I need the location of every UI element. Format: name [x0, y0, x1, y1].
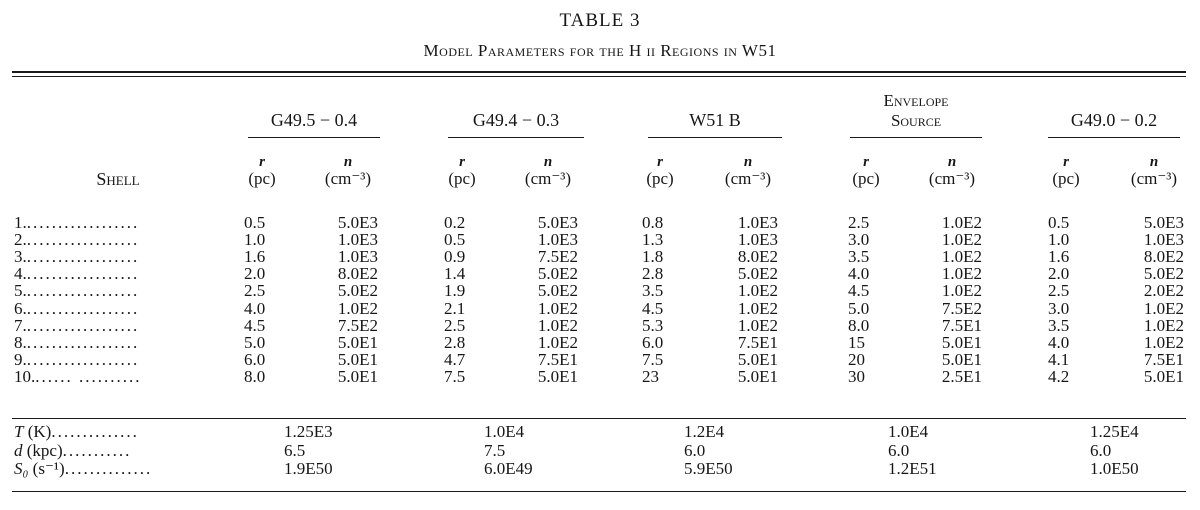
radius-cell: 1.4	[444, 264, 466, 284]
density-cell: 7.5E1	[941, 315, 982, 335]
n-symbol-text: n	[543, 154, 553, 170]
density-cell: 5.0E3	[537, 213, 578, 232]
density-cell: 1.0E2	[737, 281, 778, 301]
radius-cell: 0.5	[1048, 213, 1070, 232]
leader-dots: ..................	[26, 264, 140, 284]
group-underline	[648, 137, 782, 138]
n-symbol-text: n	[343, 154, 353, 170]
group-underline	[850, 137, 982, 138]
density-cell: 1.0E3	[1143, 230, 1184, 250]
radius-cell: 4.0	[244, 298, 266, 318]
row-number: 5.	[14, 281, 27, 301]
param-value: 6.0	[888, 440, 910, 460]
density-cell: 1.0E2	[941, 281, 982, 301]
leader-dots: ..................	[26, 230, 140, 250]
density-cell: 1.0E2	[537, 315, 578, 335]
radius-cell: 15	[848, 332, 865, 352]
r-symbol-text: r	[657, 154, 663, 170]
density-cell: 5.0E1	[1143, 366, 1184, 386]
density-cell: 1.0E2	[941, 264, 982, 284]
param-label	[14, 459, 153, 479]
radius-cell: 2.5	[848, 213, 870, 232]
group-label-line2: Source	[890, 111, 942, 130]
param-value: 6.0	[684, 440, 706, 460]
radius-cell: 1.6	[1048, 247, 1070, 267]
density-cell: 1.0E3	[737, 213, 778, 232]
density-cell: 2.0E2	[1143, 281, 1184, 301]
leader-dots: ...... ..........	[35, 366, 142, 386]
table-number: TABLE 3	[559, 10, 641, 31]
leader-dots: ...........	[62, 440, 132, 460]
radius-cell: 8.0	[244, 366, 266, 386]
density-cell: 1.0E2	[737, 298, 778, 318]
radius-cell: 4.5	[642, 298, 664, 318]
radius-cell: 2.0	[1048, 264, 1070, 284]
leader-dots: ..................	[26, 349, 140, 369]
n-unit: (cm⁻³)	[1130, 169, 1178, 188]
density-cell: 1.0E2	[537, 332, 578, 352]
param-value: 6.5	[284, 440, 306, 460]
param-value: 1.0E50	[1090, 459, 1139, 479]
row-label	[14, 349, 140, 369]
n-unit: (cm⁻³)	[324, 169, 372, 188]
radius-cell: 2.5	[444, 315, 466, 335]
row-number: 6.	[14, 298, 27, 318]
radius-cell: 4.1	[1048, 349, 1070, 369]
row-number: 7.	[14, 315, 27, 335]
radius-cell: 3.5	[848, 247, 870, 267]
leader-dots: ..................	[26, 247, 140, 267]
radius-cell: 5.0	[244, 332, 266, 352]
param-unit: (K)	[23, 422, 52, 441]
param-value: 7.5	[484, 440, 506, 460]
param-value: 1.0E4	[484, 422, 525, 441]
radius-cell: 3.5	[1048, 315, 1070, 335]
row-number: 3.	[14, 247, 27, 267]
radius-cell: 2.8	[642, 264, 664, 284]
density-cell: 7.5E1	[737, 332, 778, 352]
row-label	[14, 366, 142, 386]
radius-cell: 2.8	[444, 332, 466, 352]
radius-cell: 2.0	[244, 264, 266, 284]
radius-cell: 0.5	[444, 230, 466, 250]
row-number: 8.	[14, 332, 27, 352]
density-cell: 5.0E1	[337, 349, 378, 369]
row-number: 1.	[14, 213, 27, 232]
n-unit: (cm⁻³)	[724, 169, 772, 188]
param-value: 1.25E4	[1090, 422, 1139, 441]
radius-cell: 1.0	[1048, 230, 1070, 250]
radius-cell: 7.5	[444, 366, 466, 386]
n-unit: (cm⁻³)	[928, 169, 976, 188]
param-unit: (kpc)	[22, 440, 63, 460]
density-cell: 7.5E2	[537, 247, 578, 267]
density-cell: 1.0E2	[941, 247, 982, 267]
radius-cell: 3.5	[642, 281, 664, 301]
density-cell: 7.5E2	[941, 298, 982, 318]
radius-cell: 1.0	[244, 230, 266, 250]
density-cell: 5.0E1	[941, 349, 982, 369]
radius-cell: 0.5	[244, 213, 266, 232]
row-label	[14, 230, 140, 250]
radius-cell: 2.1	[444, 298, 466, 318]
param-value: 1.2E51	[888, 459, 937, 479]
top-rule-thin	[12, 76, 1186, 77]
param-value: 6.0	[1090, 440, 1112, 460]
density-cell: 7.5E2	[337, 315, 378, 335]
density-cell: 1.0E2	[941, 213, 982, 232]
r-unit: (pc)	[1052, 169, 1080, 188]
radius-cell: 8.0	[848, 315, 870, 335]
radius-cell: 3.0	[848, 230, 870, 250]
group-label: G49.4 − 0.3	[472, 110, 560, 130]
param-symbol: d	[14, 440, 23, 460]
mid-rule	[12, 418, 1186, 419]
density-cell: 5.0E2	[737, 264, 778, 284]
density-cell: 1.0E3	[337, 230, 378, 250]
density-cell: 1.0E2	[1143, 332, 1184, 352]
density-cell: 1.0E3	[537, 230, 578, 250]
radius-cell: 1.3	[642, 230, 664, 250]
leader-dots: ..................	[26, 298, 140, 318]
radius-cell: 0.2	[444, 213, 466, 232]
radius-cell: 6.0	[244, 349, 266, 369]
radius-cell: 4.2	[1048, 366, 1070, 386]
group-underline	[448, 137, 584, 138]
density-cell: 1.0E2	[737, 315, 778, 335]
density-cell: 5.0E1	[337, 332, 378, 352]
shell-header: Shell	[96, 169, 140, 189]
param-value: 5.9E50	[684, 459, 733, 479]
row-label	[14, 315, 140, 335]
r-symbol-text: r	[863, 154, 869, 170]
param-symbol: T	[14, 422, 24, 441]
group-underline	[1048, 137, 1180, 138]
density-cell: 5.0E1	[737, 366, 778, 386]
leader-dots: ..................	[26, 332, 140, 352]
n-unit: (cm⁻³)	[524, 169, 572, 188]
param-value: 1.0E4	[888, 422, 929, 441]
r-symbol-text: r	[459, 154, 465, 170]
density-cell: 1.0E2	[337, 298, 378, 318]
density-cell: 2.5E1	[941, 366, 982, 386]
param-value: 1.2E4	[684, 422, 725, 441]
radius-cell: 4.0	[848, 264, 870, 284]
radius-cell: 5.0	[848, 298, 870, 318]
density-cell: 1.0E3	[737, 230, 778, 250]
radius-cell: 5.3	[642, 315, 664, 335]
table-title: Model Parameters for the H ii Regions in W51	[423, 41, 777, 60]
radius-cell: 30	[848, 366, 865, 386]
r-unit: (pc)	[448, 169, 476, 188]
density-cell: 5.0E1	[737, 349, 778, 369]
radius-cell: 1.9	[444, 281, 466, 301]
bottom-rule	[12, 491, 1186, 492]
radius-cell: 7.5	[642, 349, 664, 369]
radius-cell: 0.8	[642, 213, 664, 232]
radius-cell: 1.8	[642, 247, 664, 267]
leader-dots: ..............	[51, 422, 139, 441]
density-cell: 1.0E2	[1143, 315, 1184, 335]
radius-cell: 2.5	[1048, 281, 1070, 301]
param-value: 1.25E3	[284, 422, 333, 441]
density-cell: 5.0E2	[537, 281, 578, 301]
density-cell: 7.5E1	[1143, 349, 1184, 369]
row-label	[14, 281, 140, 301]
radius-cell: 23	[642, 366, 659, 386]
r-symbol-text: r	[1063, 154, 1069, 170]
row-label	[14, 332, 140, 352]
density-cell: 5.0E3	[1143, 213, 1184, 232]
param-value: 6.0E49	[484, 459, 533, 479]
n-symbol-text: n	[947, 154, 957, 170]
n-symbol-text: n	[1149, 154, 1159, 170]
group-label: Envelope	[883, 91, 949, 110]
radius-cell: 4.0	[1048, 332, 1070, 352]
density-cell: 5.0E3	[337, 213, 378, 232]
leader-dots: ..............	[64, 459, 153, 479]
radius-cell: 6.0	[642, 332, 664, 352]
leader-dots: ..................	[26, 213, 140, 232]
row-number: 4.	[14, 264, 27, 284]
row-label	[14, 298, 140, 318]
density-cell: 5.0E2	[1143, 264, 1184, 284]
density-cell: 1.0E2	[1143, 298, 1184, 318]
row-label	[14, 264, 140, 284]
param-symbol: S₀	[14, 459, 29, 479]
top-rule	[12, 71, 1186, 73]
param-label	[14, 440, 132, 460]
density-cell: 5.0E2	[337, 281, 378, 301]
density-cell: 1.0E2	[941, 230, 982, 250]
row-number: 2.	[14, 230, 27, 250]
radius-cell: 4.5	[244, 315, 266, 335]
row-number: 10.	[14, 366, 36, 386]
param-label	[14, 424, 139, 439]
density-cell: 8.0E2	[337, 264, 378, 284]
density-cell: 8.0E2	[737, 247, 778, 267]
param-value: 1.9E50	[284, 459, 333, 479]
n-symbol-text: n	[743, 154, 753, 170]
radius-cell: 0.9	[444, 247, 466, 267]
radius-cell: 2.5	[244, 281, 266, 301]
density-cell: 7.5E1	[537, 349, 578, 369]
density-cell: 5.0E1	[941, 332, 982, 352]
radius-cell: 3.0	[1048, 298, 1070, 318]
leader-dots: ..................	[26, 315, 140, 335]
group-label: W51 B	[689, 110, 741, 130]
row-label	[14, 215, 139, 230]
density-cell: 1.0E3	[337, 247, 378, 267]
r-symbol-text: r	[259, 154, 265, 170]
density-cell: 5.0E1	[537, 366, 578, 386]
radius-cell: 20	[848, 349, 865, 369]
radius-cell: 4.5	[848, 281, 870, 301]
row-number: 9.	[14, 349, 27, 369]
row-label	[14, 247, 140, 267]
density-cell: 5.0E1	[337, 366, 378, 386]
r-unit: (pc)	[852, 169, 880, 188]
group-underline	[248, 137, 380, 138]
r-unit: (pc)	[248, 169, 276, 188]
r-unit: (pc)	[646, 169, 674, 188]
density-cell: 5.0E2	[537, 264, 578, 284]
radius-cell: 1.6	[244, 247, 266, 267]
density-cell: 1.0E2	[537, 298, 578, 318]
leader-dots: ..................	[26, 281, 140, 301]
group-label: G49.5 − 0.4	[270, 110, 358, 130]
density-cell: 8.0E2	[1143, 247, 1184, 267]
param-unit: (s⁻¹)	[28, 459, 65, 479]
group-label: G49.0 − 0.2	[1070, 110, 1158, 130]
radius-cell: 4.7	[444, 349, 466, 369]
